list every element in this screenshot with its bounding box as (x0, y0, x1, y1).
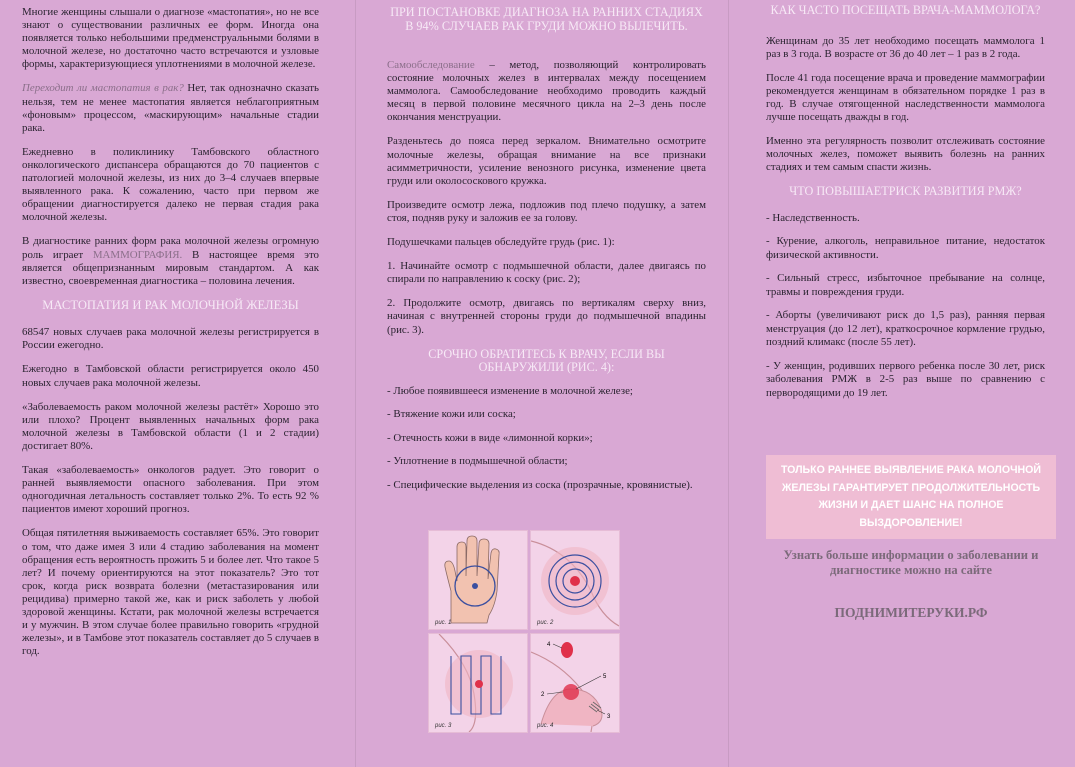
website-link[interactable]: ПОДНИМИТЕРУКИ.РФ (834, 605, 988, 620)
incidence-paragraph: «Заболеваемость раком молочной железы растёт» Хорошо это или плохо? Процент выявленных начальных форм рака молочной железы в Тамбовской области (1 и 2 стадии) достигает 80%. (22, 400, 319, 452)
figure-1 (428, 530, 528, 630)
visit-frequency-paragraph: Женщинам до 35 лет необходимо посещать маммолога 1 раз в 3 года. В возрасте от 36 до 40 лет – 1 раз в 2 года. (766, 34, 1045, 60)
mirror-paragraph: Разденьтесь до пояса перед зеркалом. Внимательно осмотрите молочные железы, обращая внимание на все признаки асимметричности, усиление венозного рисунка, изменение цвета груди или околососкового кружка. (387, 135, 706, 187)
figure-3 (428, 633, 528, 733)
intro-paragraph: Многие женщины слышали о диагнозе «мастопатия», но не все знают о существовании различных ее форм. Иногда она появляется только небольшими предменструальными болями в молочной железе, но достаточно часто встречаются и узловые формы, характеризующиеся уплотнениями в молочной железе. (22, 6, 319, 71)
list-item: - Курение, алкоголь, неправильное питание, недостаток физической активности. (766, 235, 1045, 261)
figure-4 (530, 633, 620, 733)
more-info-text: Узнать больше информации о заболевании и диагностике можно на сайте (783, 548, 1039, 577)
list-item: - Отечность кожи в виде «лимонной корки»; (387, 431, 593, 444)
lying-paragraph: Произведите осмотр лежа, подложив под плечо подушку, а затем стоя, подняв руку и заложив ее за голову. (387, 198, 706, 224)
column-left (0, 0, 355, 767)
spiral-pattern-icon (531, 531, 619, 629)
section-heading-risk: ЧТО ПОВЫШАЕТРИСК РАЗВИТИЯ РМЖ? (789, 184, 1022, 199)
figure-label: рис. 2 (537, 620, 554, 626)
breast-signs-icon (531, 634, 619, 732)
list-item: - Специфические выделения из соска (прозрачные, кровянистые). (387, 478, 693, 491)
figure-label: рис. 1 (435, 620, 452, 626)
figure-label: рис. 4 (537, 723, 554, 729)
urgent-signs-list (387, 385, 706, 493)
list-item: - Втяжение кожи или соска; (387, 408, 516, 421)
mammography-text-a: В диагностике ранних форм рака молочной железы огромную роль играет (22, 235, 319, 261)
self-exam-paragraph (387, 59, 706, 124)
list-item: - Сильный стресс, избыточное пребывание на солнце, травмы и повреждения груди. (766, 272, 1045, 298)
list-item: - Любое появившееся изменение в молочной железе; (387, 384, 633, 397)
stat-russia: 68547 новых случаев рака молочной железы регистрируется в России ежегодно. (22, 326, 319, 352)
regularity-paragraph: Именно эта регулярность позволит отслеживать состояние молочных желез, поможет выявить болезнь на ранних стадиях и тем самым спасти жизнь. (766, 135, 1045, 174)
column-right (728, 0, 1075, 767)
mortality-paragraph: Такая «заболеваемость» онкологов радует. Это говорит о ранней выявляемости опасного заболевания. При этом одногодичная летальность составляет только 2%. То есть 92 % пациентов имеют хороший прогноз. (22, 464, 319, 516)
mastopathy-question-paragraph (22, 82, 319, 134)
fig4-number: 5 (603, 674, 607, 680)
step-1-paragraph: 1. Начинайте осмотр с подмышечной области, далее двигаясь по спирали по направлению к соску (рис. 2); (387, 260, 706, 286)
mammography-text-b: В настоящее время это является общепризнанным мировым стандартом. А как известно, своевременная диагностика – половина лечения. (22, 248, 319, 287)
question-answer: Нет, так однозначно сказать нельзя, тем не менее мастопатия является неблагоприятным «фоновым» процессом, «маскирующим» начальные стадии рака. (22, 82, 319, 134)
list-item: - У женщин, родивших первого ребенка после 30 лет, риск заболевания РМЖ в 2-5 раз выше по сравнению с первородящими до 19 лет. (766, 359, 1045, 399)
fig4-number: 2 (541, 692, 545, 698)
question-accent: Переходит ли мастопатия в рак? (22, 82, 184, 95)
survival-paragraph: Общая пятилетняя выживаемость составляет 65%. Это говорит о том, что даже имея 3 или 4 стадию заболевания на момент обращения есть вероятность прожить 5 и более лет. Что такое 5 лет? И почему ориентируются на этот показатель? Это тот срок, когда риск возврата болезни (метастазирования или рецидива) примерно такой же, как и риск заболеть у любой здоровой женщины. Кстати, рак молочной железы встречается и у мужчин. В этом случае более правильно говорить «грудной железы», и в Тамбове этот показатель составляет до 5 случаев в год. (22, 527, 319, 658)
risk-factors-list (766, 212, 1045, 401)
list-item: - Аборты (увеличивают риск до 1,5 раз), ранняя первая менструация (до 12 лет), краткосрочное кормление грудью, поздний климакс (после 55 лет). (766, 309, 1045, 349)
mammography-paragraph (22, 235, 319, 287)
clinic-paragraph: Ежедневно в поликлинику Тамбовского областного онкологического диспансера обращаются до 70 пациентов с патологией молочной железы, из них до 3–4 случаев впервые выявленного рака. К сожалению, часто при первом же обращении диагностируется далеко не первая стадия рака молочной железы. (22, 145, 319, 224)
self-exam-accent: Самообследование (387, 59, 475, 71)
vertical-pattern-icon (429, 634, 527, 732)
list-item: - Уплотнение в подмышечной области; (387, 455, 568, 468)
step-2-paragraph: 2. Продолжите осмотр, двигаясь по вертикалям сверху вниз, начиная с внутренней стороны груди до подмышечной впадины (рис. 3). (387, 297, 706, 336)
self-exam-text: – метод, позволяющий контролировать состояние молочных желез в интервалах между посещением маммолога. Самообследование необходимо проводить каждый месяц в первой половине месячного цикла на 2–3 день после окончания менструации. (387, 59, 706, 124)
figure-2 (530, 530, 620, 630)
hand-palpation-icon (429, 531, 527, 629)
section-heading-early-diagnosis: ПРИ ПОСТАНОВКЕ ДИАГНОЗА НА РАННИХ СТАДИЯХ В 94% СЛУЧАЕВ РАК ГРУДИ МОЖНО ВЫЛЕЧИТЬ. (390, 5, 703, 33)
mammography-accent: МАММОГРАФИЯ. (92, 248, 183, 261)
early-detection-banner: ТОЛЬКО РАННЕЕ ВЫЯВЛЕНИЕ РАКА МОЛОЧНОЙ ЖЕЛЕЗЫ ГАРАНТИРУЕТ ПРОДОЛЖИТЕЛЬНОСТЬ ЖИЗНИ И ДАЕТ ШАНС НА ПОЛНОЕ ВЫЗДОРОВЛЕНИЕ! (766, 455, 1056, 539)
section-heading-mastopathy: МАСТОПАТИЯ И РАК МОЛОЧНОЙ ЖЕЛЕЗЫ (42, 297, 299, 312)
section-heading-urgent: СРОЧНО ОБРАТИТЕСЬ К ВРАЧУ, ЕСЛИ ВЫ ОБНАРУЖИЛИ (РИС. 4): (428, 346, 665, 375)
fig4-number: 3 (607, 714, 611, 720)
fingertips-paragraph: Подушечками пальцев обследуйте грудь (рис. 1): (387, 236, 615, 249)
figure-label: рис. 3 (435, 723, 452, 729)
fig4-number: 4 (547, 642, 551, 648)
stat-tambov: Ежегодно в Тамбовской области регистрируется около 450 новых случаев рака молочной железы. (22, 363, 319, 389)
section-heading-visits: КАК ЧАСТО ПОСЕЩАТЬ ВРАЧА-МАММОЛОГА? (770, 3, 1041, 17)
after-41-paragraph: После 41 года посещение врача и проведение маммографии рекомендуется женщинам в обязательном порядке 1 раз в год. В случае отягощенной наследственности маммолога лучше посещать дважды в год. (766, 71, 1045, 123)
list-item: - Наследственность. (766, 211, 860, 224)
